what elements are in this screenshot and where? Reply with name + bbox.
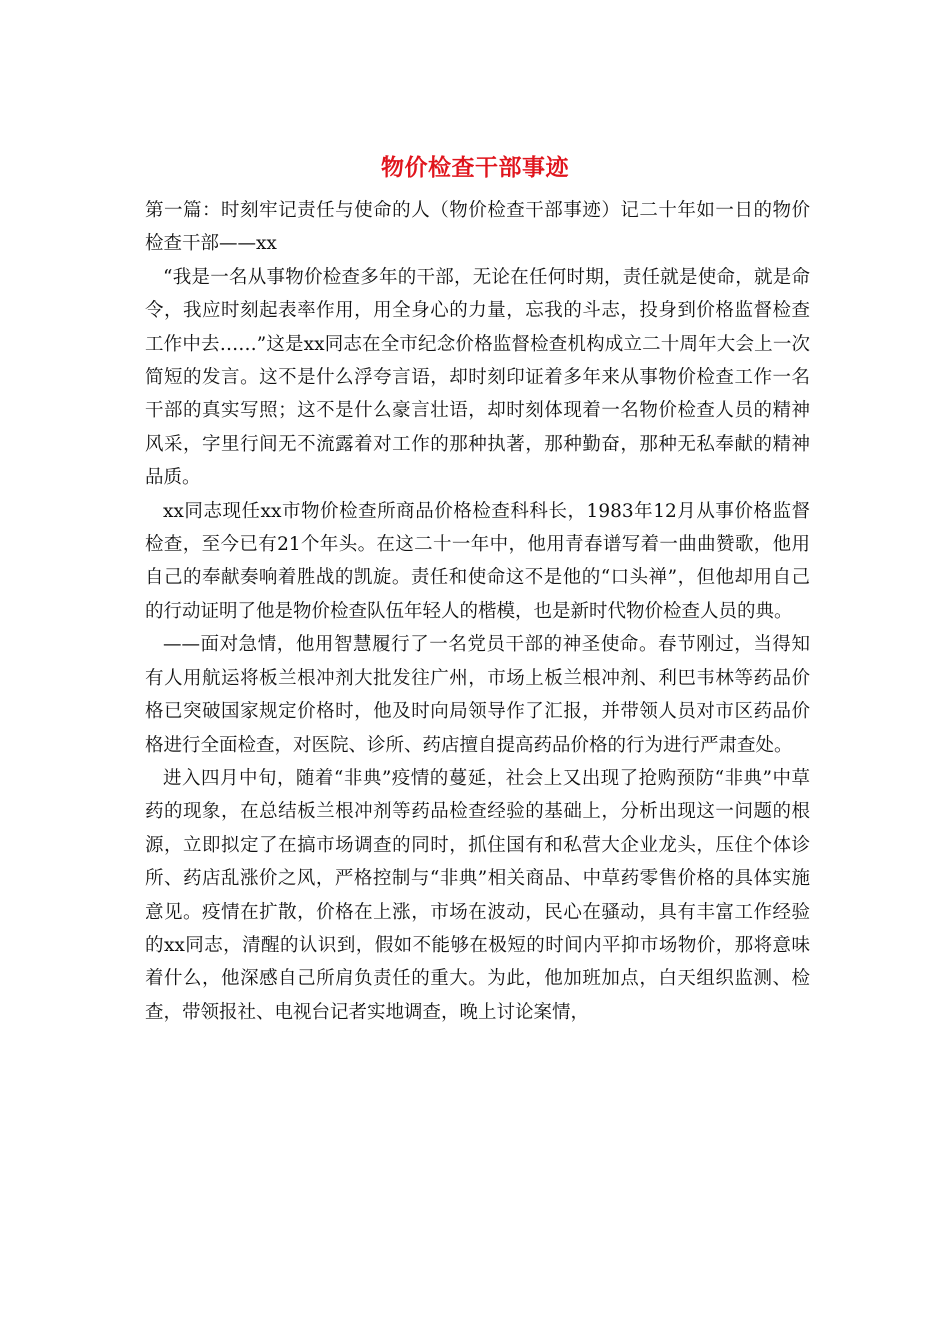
- paragraph: ——面对急情，他用智慧履行了一名党员干部的神圣使命。春节刚过，当得知有人用航运将板兰根冲剂大批发往广州，市场上板兰根冲剂、利巴韦林等药品价格已突破国家规定价格时，他及时向局领导作了汇报，并带领人员对市区药品价格进行全面检查，对医院、诊所、药店擅自提高药品价格的行为进行严肃查处。: [145, 634, 810, 756]
- paragraph: 进入四月中旬，随着“非典”疫情的蔓延，社会上又出现了抢购预防“非典”中草药的现象，在总结板兰根冲剂等药品检查经验的基础上，分析出现这一问题的根源，立即拟定了在搞市场调查的同时，抓住国有和私营大企业龙头，压住个体诊所、药店乱涨价之风，严格控制与“非典”相关商品、中草药零售价格的具体实施意见。疫情在扩散，价格在上涨，市场在波动，民心在骚动，具有丰富工作经验的xx同志，清醒的认识到，假如不能够在极短的时间内平抑市场物价，那将意味着什么，他深感自己所肩负责任的重大。为此，他加班加点，白天组织监测、检查，带领报社、电视台记者实地调查，晚上讨论案情，: [145, 767, 810, 1023]
- paragraph: “我是一名从事物价检查多年的干部，无论在任何时期，责任就是使命，就是命令，我应时刻起表率作用，用全身心的力量，忘我的斗志，投身到价格监督检查工作中去……”这是xx同志在全市纪念价格监督检查机构成立二十周年大会上一次简短的发言。这不是什么浮夸言语，却时刻印证着多年来从事物价检查工作一名干部的真实写照；这不是什么豪言壮语，却时刻体现着一名物价检查人员的精神风采，字里行间无不流露着对工作的那种执著，那种勤奋，那种无私奉献的精神品质。: [145, 266, 810, 489]
- document-body: [145, 194, 810, 1029]
- paragraph: xx同志现任xx市物价检查所商品价格检查科科长，1983年12月从事价格监督检查，至今已有21个年头。在这二十一年中，他用青春谱写着一曲曲赞歌，他用自己的奉献奏响着胜战的凯旋。责任和使命这不是他的“口头禅”，但他却用自己的行动证明了他是物价检查队伍年轻人的楷模，也是新时代物价检查人员的典。: [145, 500, 810, 622]
- paragraph-heading: 第一篇：时刻牢记责任与使命的人（物价检查干部事迹）记二十年如一日的物价检查干部——xx: [145, 200, 810, 255]
- document-title: 物价检查干部事迹: [381, 154, 569, 181]
